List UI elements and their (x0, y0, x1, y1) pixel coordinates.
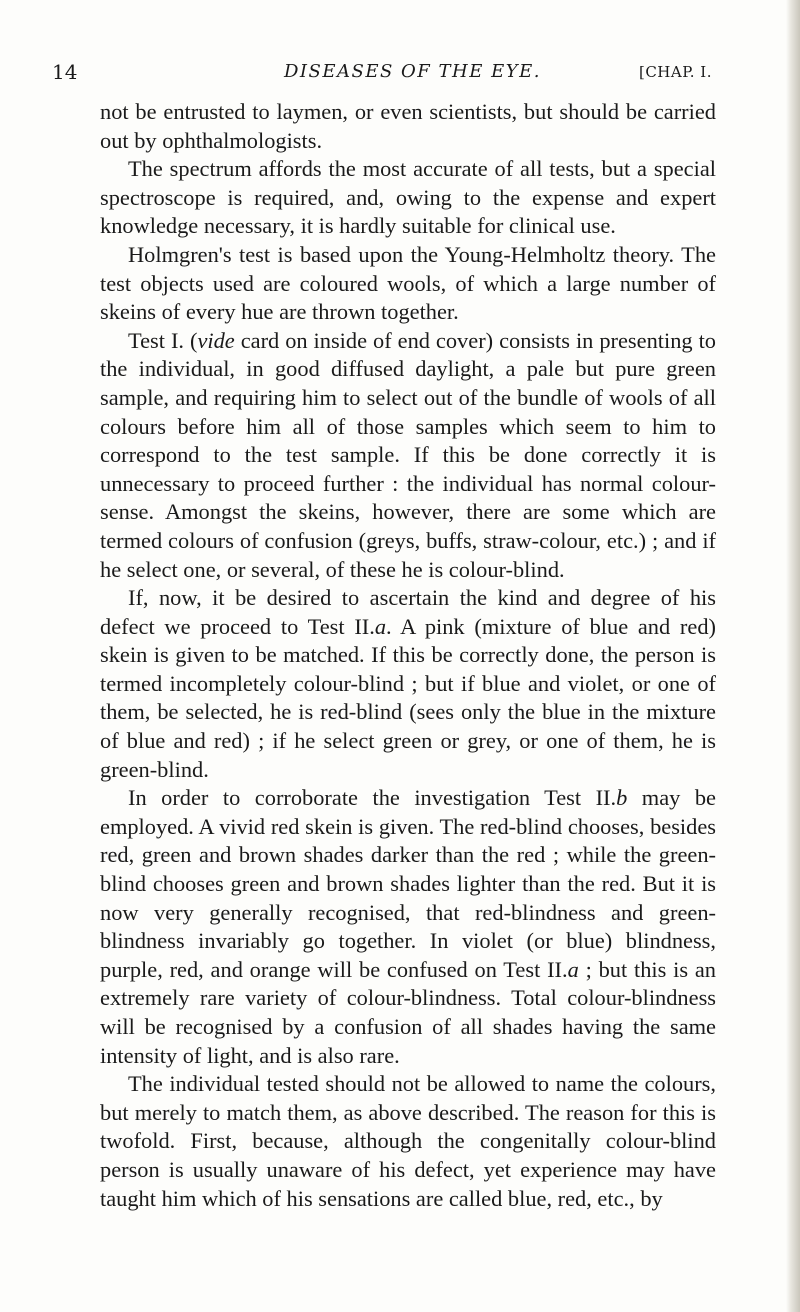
chapter-reference: [CHAP. I. (638, 63, 712, 81)
paragraph-continuation: not be entrusted to laymen, or even scientists, but should be carried out by ophthalmologists. (100, 99, 716, 153)
paragraph-naming-colours: The individual tested should not be allowed to name the colours, but merely to match them, as above described. The reason for this is twofold. First, because, although the congenitally colour-blind person is usually unaware of his defect, yet experience may have taught him which of his sensations are called blue, red, etc., by (100, 1071, 716, 1211)
paragraph-spectrum: The spectrum affords the most accurate of all tests, but a special spectroscope is required, and, owing to the expense and expert knowledge necessary, it is hardly suitable for clinical use. (100, 156, 716, 239)
paragraph-test-two-b (100, 784, 716, 1070)
page-edge-shadow (786, 0, 800, 1312)
italic-run: vide (197, 327, 235, 353)
running-head (52, 58, 712, 86)
paragraph-holmgren: Holmgren's test is based upon the Young-Helmholtz theory. The test objects used are coloured wools, of which a large number of skeins of every hue are thrown together. (100, 241, 716, 325)
text-run: . A pink (mixture of blue and red) skein is given to be matched. If this be correctly done, the person is termed incompletely colour-blind ; but if blue and violet, or one of them, be selected, he is red-blind (sees only the blue in the mixture of blue and red) ; if he select green or grey, or one of them, he is green-blind. (100, 613, 716, 782)
page-number: 14 (52, 60, 78, 84)
text-run: may be employed. A vivid red skein is given. The red-blind chooses, besides red, green and brown shades darker than the red ; while the green-blind chooses green and brown shades lighter than the red. But it is now very generally recognised, that red-blindness and green-blindness invariably go together. In violet (or blue) blindness, purple, red, and orange will be confused on Test II. (100, 785, 716, 982)
text-run: Test I. ( (128, 327, 198, 353)
italic-run: b (616, 785, 628, 811)
italic-run: a (374, 613, 387, 639)
paragraph-test-two-a (100, 584, 716, 784)
text-run: In order to corroborate the investigation Test II. (128, 785, 617, 811)
text-run: card on inside of end cover) consists in presenting to the individual, in good diffused daylight, a pale but pure green sample, and requiring him to select out of the bundle of wools of all colours before him all of those samples which seem to him to correspond to the test sample. If this be done correctly it is unnecessary to proceed further : the individual has normal colour-sense. Amongst the skeins, however, there are some which are termed colours of confusion (greys, buffs, straw-colour, etc.) ; and if he select one, or several, of these he is colour-blind. (100, 327, 716, 582)
text-run: ; but this is an extremely rare variety of colour-blindness. Total colour-blindness will be recognised by a confusion of all shades having the same intensity of light, and is also rare. (100, 956, 716, 1068)
body-text (100, 98, 716, 1213)
paragraph-test-one (100, 327, 716, 584)
running-title: DISEASES OF THE EYE. (284, 61, 541, 82)
text-run: If, now, it be desired to ascertain the kind and degree of his defect we proceed to Test II. (100, 585, 716, 639)
italic-run: a (567, 956, 579, 982)
